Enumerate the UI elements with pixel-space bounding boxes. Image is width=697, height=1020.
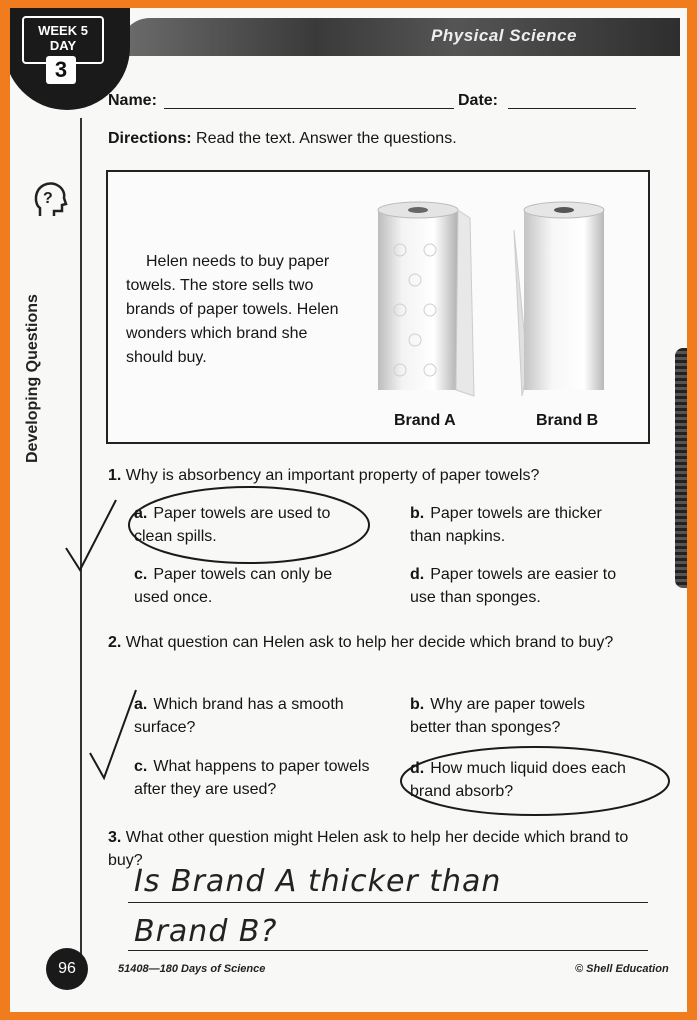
torn-edge bbox=[675, 348, 687, 588]
brand-a-label: Brand A bbox=[394, 412, 456, 429]
subject-title: Physical Science bbox=[431, 26, 577, 45]
directions-text: Read the text. Answer the questions. bbox=[196, 130, 457, 147]
option-text: Paper towels are thicker than napkins. bbox=[410, 505, 602, 545]
svg-text:?: ? bbox=[43, 190, 53, 207]
name-label: Name: bbox=[108, 92, 157, 109]
option-text: Paper towels are used to clean spills. bbox=[134, 505, 331, 545]
option-text: Which brand has a smooth surface? bbox=[134, 696, 344, 736]
directions-label: Directions: bbox=[108, 130, 192, 147]
option-key: d. bbox=[410, 566, 425, 583]
question-number: 1. bbox=[108, 467, 122, 484]
brand-b-label: Brand B bbox=[536, 412, 599, 429]
answer-line-2-text: Brand B? bbox=[134, 914, 278, 949]
option-key: b. bbox=[410, 696, 425, 713]
footer-publisher: © Shell Education bbox=[575, 963, 669, 975]
option-text: How much liquid does each brand absorb? bbox=[410, 760, 626, 800]
week-label: WEEK 5 bbox=[38, 23, 88, 38]
question-text: Why is absorbency an important property of paper towels? bbox=[125, 467, 540, 484]
handwriting-overlay bbox=[10, 8, 687, 1012]
option-key: a. bbox=[134, 505, 148, 522]
option-text: Paper towels are easier to use than sponges. bbox=[410, 566, 617, 606]
answer-line-1-text: Is Brand A thicker than bbox=[134, 864, 502, 899]
option-key: c. bbox=[134, 566, 148, 583]
option-key: a. bbox=[134, 696, 148, 713]
question-text: What other question might Helen ask to help her decide which brand to buy? bbox=[108, 829, 629, 869]
date-label: Date: bbox=[458, 92, 499, 109]
question-number: 3. bbox=[108, 829, 122, 846]
option-text: Why are paper towels better than sponges? bbox=[410, 696, 585, 736]
worksheet-page bbox=[10, 8, 687, 1012]
option-key: d. bbox=[410, 760, 425, 777]
story-text: Helen needs to buy paper towels. The store sells two brands of paper towels. Helen wonders which brand she should buy. bbox=[126, 253, 339, 366]
day-number: 3 bbox=[46, 56, 76, 84]
footer-code: 51408—180 Days of Science bbox=[118, 963, 266, 975]
check-mark-q2 bbox=[90, 690, 136, 778]
answer-circle-q1a bbox=[129, 487, 369, 563]
page-number: 96 bbox=[46, 948, 88, 990]
sidebar-label: Developing Questions bbox=[24, 294, 41, 463]
option-text: What happens to paper towels after they are used? bbox=[134, 758, 370, 798]
question-number: 2. bbox=[108, 634, 122, 651]
day-label: DAY bbox=[49, 38, 77, 53]
answer-circle-q2d bbox=[401, 747, 669, 815]
option-key: c. bbox=[134, 758, 148, 775]
option-key: b. bbox=[410, 505, 425, 522]
question-text: What question can Helen ask to help her decide which brand to buy? bbox=[125, 634, 614, 651]
check-mark-q1 bbox=[66, 500, 116, 570]
option-text: Paper towels can only be used once. bbox=[134, 566, 333, 606]
